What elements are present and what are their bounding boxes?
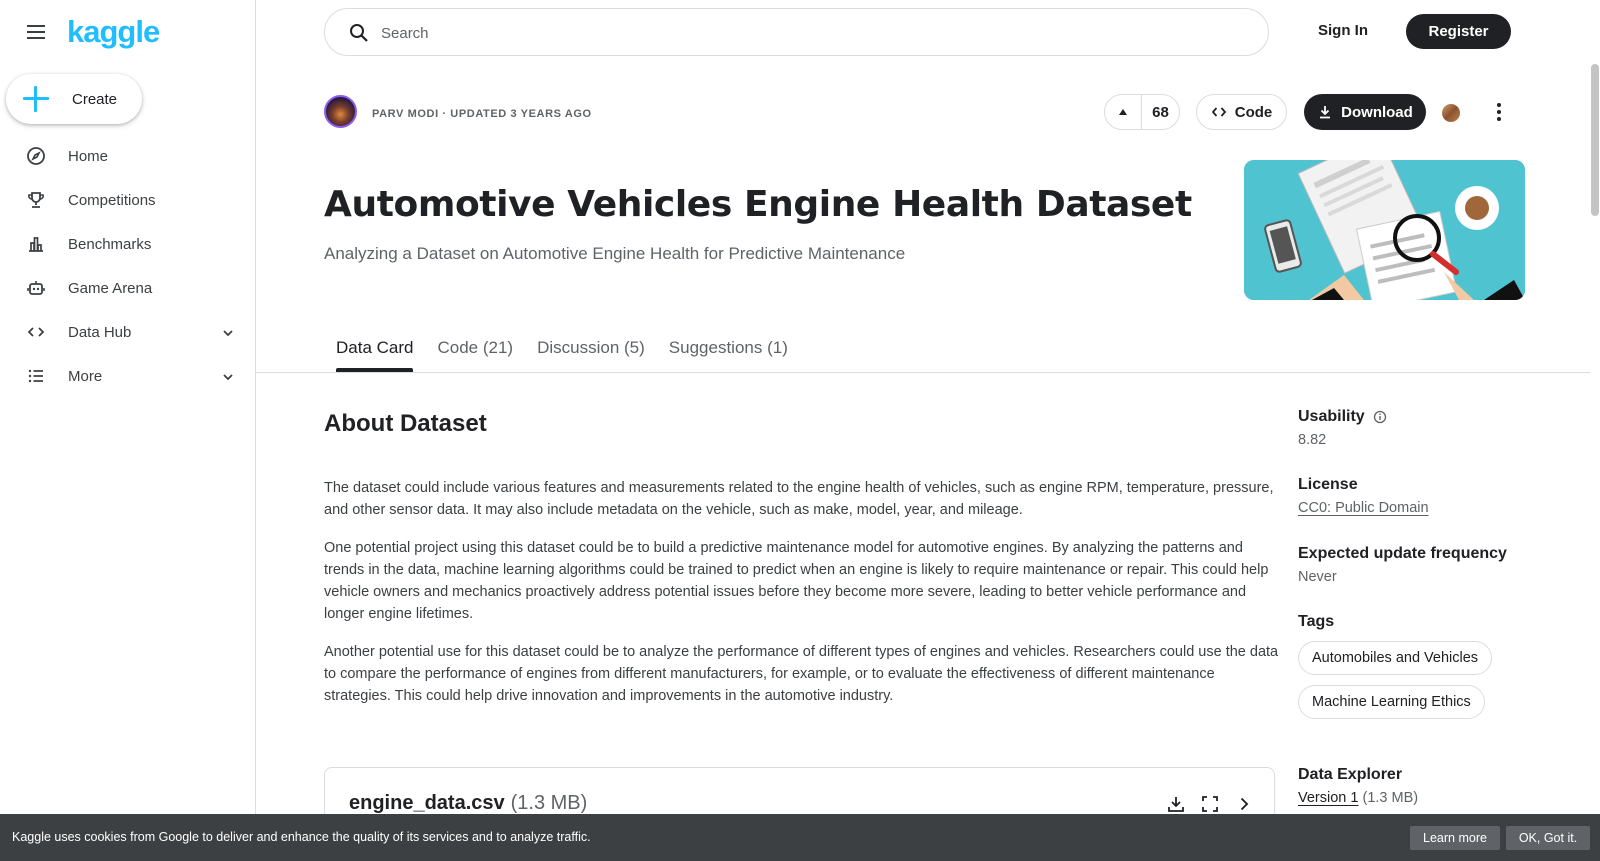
code-icon	[26, 322, 46, 342]
bronze-medal-icon	[1442, 104, 1460, 122]
about-heading: About Dataset	[324, 410, 487, 437]
search-input[interactable]	[381, 21, 1241, 45]
sidebar-item-label: Game Arena	[68, 279, 153, 297]
code-button[interactable]	[1196, 94, 1287, 130]
accept-cookies-button[interactable]: OK, Got it.	[1506, 826, 1590, 850]
sidebar-nav	[0, 134, 256, 398]
compass-icon	[26, 146, 46, 166]
usability-heading	[1298, 408, 1548, 426]
chevron-right-icon[interactable]	[1234, 794, 1254, 814]
sidebar-item-data-hub[interactable]	[0, 310, 256, 354]
upvote-button[interactable]	[1105, 95, 1142, 129]
sidebar-item-benchmarks[interactable]	[0, 222, 256, 266]
register-button[interactable]: Register	[1406, 14, 1511, 49]
chevron-down-icon[interactable]	[222, 326, 234, 338]
sidebar-item-game-arena[interactable]	[0, 266, 256, 310]
tag-chip[interactable]: Machine Learning Ethics	[1298, 685, 1485, 719]
tags-section	[1298, 613, 1548, 719]
bar-chart-icon	[26, 234, 46, 254]
usability-value: 8.82	[1298, 432, 1327, 448]
sidebar	[0, 0, 256, 861]
update-frequency-heading: Expected update frequency	[1298, 545, 1507, 562]
license-heading: License	[1298, 476, 1358, 493]
search-icon	[349, 23, 369, 43]
chevron-down-icon[interactable]	[222, 370, 234, 382]
about-paragraph: One potential project using this dataset could be to build a predictive maintenance model for automotive engines. By analyzing the patterns and trends in the data, machine learning algorithms could be trained to predict when an engine is likely to require maintenance or repair. This could help vehicle owners and mechanics proactively address potential issues before they become more severe, leading to better vehicle performance and longer engine lifetimes.	[324, 540, 1269, 622]
usability-section	[1298, 408, 1548, 448]
create-button[interactable]	[6, 74, 142, 124]
about-paragraph: Another potential use for this dataset could be to analyze the performance of different types of engines and vehicles. Researchers could use the data to compare the performance of engines from different manufacturers, for example, or to evaluate the effectiveness of different maintenance strategies. This could help drive innovation and improvements in the automotive industry.	[324, 644, 1279, 704]
tab-discussion[interactable]: Discussion (5)	[537, 338, 645, 357]
vote-count: 68	[1152, 103, 1169, 121]
file-name[interactable]	[349, 792, 587, 815]
version-link[interactable]: Version 1	[1298, 790, 1359, 806]
sidebar-item-more[interactable]	[0, 354, 256, 398]
fullscreen-icon[interactable]	[1200, 794, 1220, 814]
list-icon	[26, 366, 46, 386]
menu-icon[interactable]	[24, 20, 48, 44]
file-size: (1.3 MB)	[510, 792, 588, 814]
sidebar-item-competitions[interactable]	[0, 178, 256, 222]
dataset-tabs	[324, 332, 800, 372]
data-explorer-section	[1298, 766, 1548, 806]
code-button-label: Code	[1234, 103, 1273, 121]
cookie-text: Kaggle uses cookies from Google to deliver and enhance the quality of its services and to analyze traffic.	[12, 830, 591, 844]
tab-suggestions[interactable]: Suggestions (1)	[668, 338, 788, 357]
download-icon	[1317, 104, 1333, 120]
update-frequency-value: Never	[1298, 569, 1337, 585]
cookie-banner	[0, 814, 1600, 861]
download-button[interactable]	[1304, 94, 1426, 130]
tab-data-card[interactable]: Data Card	[324, 332, 425, 372]
learn-more-button[interactable]: Learn more	[1410, 826, 1500, 850]
caret-up-icon	[1117, 107, 1129, 117]
robot-icon	[26, 278, 46, 298]
sign-in-button[interactable]: Sign In	[1318, 22, 1368, 39]
data-explorer-version-row	[1298, 790, 1548, 806]
kaggle-logo[interactable]: kaggle	[67, 14, 160, 49]
trophy-icon	[26, 190, 46, 210]
download-icon[interactable]	[1166, 794, 1186, 814]
tab-code[interactable]: Code (21)	[437, 338, 514, 357]
about-body	[324, 477, 1279, 723]
sidebar-item-label: Benchmarks	[68, 235, 152, 253]
sidebar-item-label: Competitions	[68, 191, 156, 209]
scrollbar[interactable]	[1590, 0, 1600, 861]
sidebar-item-home[interactable]	[0, 134, 256, 178]
sidebar-item-label: More	[68, 367, 103, 385]
license-section	[1298, 476, 1548, 517]
scrollbar-thumb[interactable]	[1591, 64, 1599, 216]
sidebar-item-label: Data Hub	[68, 323, 132, 341]
search-bar[interactable]	[324, 8, 1269, 56]
more-options-icon[interactable]	[1496, 100, 1502, 124]
dataset-byline: PARV MODI · UPDATED 3 YEARS AGO	[372, 108, 592, 120]
dataset-title: Automotive Vehicles Engine Health Dataset	[324, 184, 1192, 225]
about-paragraph: The dataset could include various features and measurements related to the engine health of vehicles, such as engine RPM, temperature, pressure, and other sensor data. It may also include metadata on the vehicle, such as make, model, year, and mileage.	[324, 480, 1274, 518]
vote-widget	[1104, 94, 1180, 130]
info-icon[interactable]	[1373, 410, 1387, 424]
author-avatar[interactable]	[324, 95, 357, 128]
dataset-subtitle: Analyzing a Dataset on Automotive Engine Health for Predictive Maintenance	[324, 244, 906, 263]
sidebar-item-label: Home	[68, 147, 109, 165]
file-name-text: engine_data.csv	[349, 792, 505, 814]
tags-heading: Tags	[1298, 613, 1335, 630]
tag-chip[interactable]: Automobiles and Vehicles	[1298, 641, 1492, 675]
usability-label: Usability	[1298, 408, 1365, 425]
file-actions	[1166, 794, 1254, 814]
license-link[interactable]: CC0: Public Domain	[1298, 500, 1429, 516]
plus-icon	[23, 86, 49, 112]
tabs-divider	[256, 372, 1590, 373]
data-explorer-heading: Data Explorer	[1298, 766, 1403, 783]
download-button-label: Download	[1341, 103, 1413, 121]
update-frequency-section	[1298, 545, 1548, 585]
create-label: Create	[72, 90, 118, 108]
dataset-cover-image	[1244, 160, 1525, 300]
version-size: (1.3 MB)	[1362, 790, 1419, 806]
code-icon	[1211, 104, 1227, 120]
sidebar-top	[24, 16, 48, 48]
